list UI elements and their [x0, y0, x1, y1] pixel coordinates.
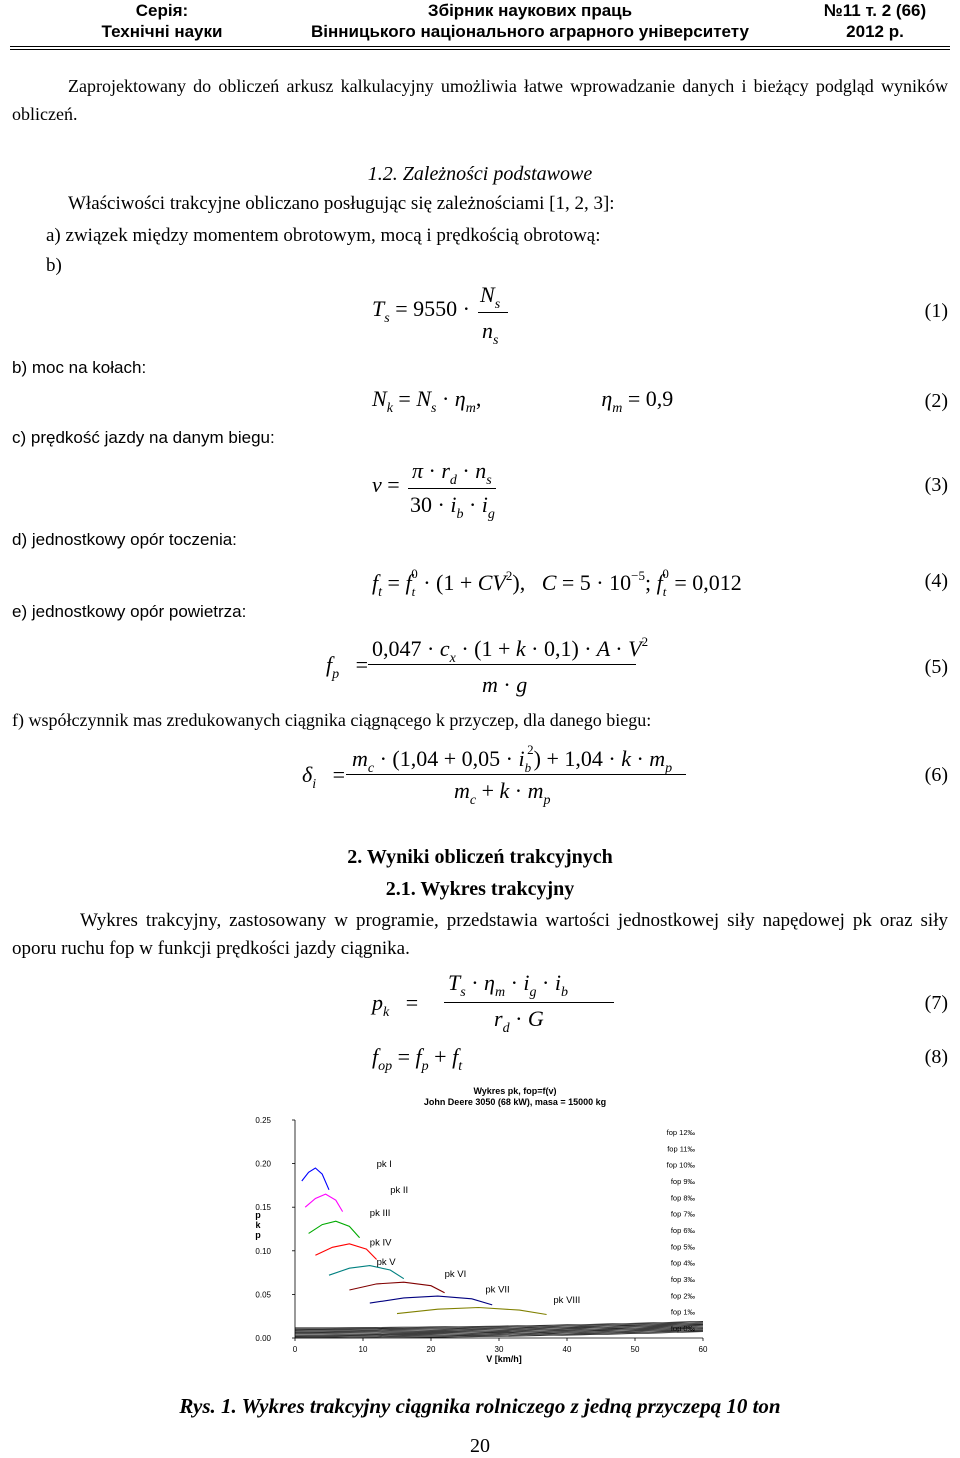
chart-title: Wykres pk, fop=f(v) — [473, 1086, 557, 1096]
fop-series — [295, 1128, 703, 1338]
y-tick-label: 0.05 — [255, 1290, 271, 1300]
fop-label: fop 4‰ — [670, 1258, 695, 1268]
item-f: f) współczynnik mas zredukowanych ciągnika ciągnącego k przyczep, dla danego biegu: — [12, 710, 652, 730]
fop-label: fop 8‰ — [670, 1193, 695, 1203]
equation-number-1: (1) — [924, 300, 948, 322]
fop-label: fop 9‰ — [670, 1177, 695, 1186]
page-number: 20 — [470, 1435, 490, 1457]
issue-number: №11 т. 2 (66) — [823, 1, 927, 20]
pk-label: pk IV — [369, 1237, 392, 1249]
traction-chart — [240, 1080, 720, 1370]
journal-title — [265, 0, 795, 46]
pk-label: pk VII — [485, 1284, 510, 1296]
pk-label: pk V — [376, 1256, 396, 1268]
section-lead: Właściwości trakcyjne obliczano posługując się zależnościami [1, 2, 3]: — [68, 193, 615, 214]
section-2-paragraph: Wykres trakcyjny, zastosowany w programie, przedstawia wartości jednostkowej siły napędowej pk oraz siły oporu ruchu fop w funkcji prędkości jazdy ciągnika. — [12, 910, 948, 959]
equation-4: $f_t = f_t^0 \cdot (1 + CV^2)$, $C = 5 \cdot 10^{-5}$; $f_t^0 = 0,012$ — [372, 566, 742, 600]
item-d: d) jednostkowy opór toczenia: — [12, 530, 237, 549]
journal-title-line1: Збірник наукових праць — [427, 1, 633, 20]
equation-number-5: (5) — [924, 656, 948, 678]
equation-number-2: (2) — [924, 390, 948, 412]
pk-series — [302, 1159, 581, 1314]
chart-xlabel: V [km/h] — [486, 1354, 522, 1364]
header-rule-1 — [10, 46, 950, 47]
y-tick-label: 0.00 — [255, 1334, 271, 1343]
section-subheading-2-1: 2.1. Wykres trakcyjny — [385, 878, 575, 900]
x-tick-label: 0 — [292, 1345, 298, 1354]
intro-paragraph: Zaprojektowany do obliczeń arkusz kalkulacyjny umożliwia łatwe wprowadzanie danych i bieżący podgląd wyników obliczeń. — [12, 76, 948, 124]
journal-series — [62, 0, 262, 46]
chart-ylabel — [255, 1210, 261, 1240]
x-tick-label: 10 — [358, 1345, 368, 1354]
y-tick-label: 0.25 — [255, 1116, 271, 1125]
pk-label: pk III — [369, 1207, 391, 1219]
equation-number-7: (7) — [924, 992, 948, 1014]
fop-label: fop 11‰ — [667, 1144, 695, 1154]
equation-number-6: (6) — [924, 764, 948, 786]
x-tick-label: 30 — [494, 1345, 504, 1354]
fop-label: fop 6‰ — [670, 1226, 695, 1235]
pk-curve — [370, 1296, 492, 1305]
item-a: a) związek między momentem obrotowym, mocą i prędkością obrotową: — [46, 225, 601, 246]
fop-label: fop 7‰ — [670, 1209, 695, 1219]
y-tick-label: 0.15 — [255, 1203, 271, 1213]
figure-caption: Rys. 1. Wykres trakcyjny ciągnika rolniczego z jedną przyczepą 10 ton — [179, 1394, 781, 1418]
equation-number-4: (4) — [924, 570, 948, 592]
item-c: c) prędkość jazdy na danym biegu: — [12, 428, 275, 447]
y-label-letter: k — [255, 1220, 261, 1230]
equation-number-3: (3) — [924, 474, 948, 496]
item-b: b) moc na kołach: — [12, 358, 147, 377]
pk-label: pk VIII — [553, 1295, 581, 1307]
equation-8: $f_{op} = f_p + f_t$ — [372, 1044, 463, 1074]
equation-2: $N_k = N_s \cdot \eta_m$, $\eta_m = 0,9$ — [372, 386, 674, 416]
issue-year: 2012 р. — [846, 22, 904, 41]
y-tick-label: 0.10 — [255, 1246, 271, 1256]
pk-curve — [315, 1244, 376, 1260]
y-label-letter: p — [255, 1210, 261, 1220]
pk-label: pk II — [390, 1185, 409, 1197]
fop-label: fop 0‰ — [670, 1324, 695, 1333]
fop-label: fop 12‰ — [666, 1128, 695, 1137]
fop-label: fop 2‰ — [670, 1291, 695, 1301]
fop-label: fop 5‰ — [670, 1242, 695, 1252]
pk-label: pk VI — [444, 1268, 467, 1280]
x-tick-label: 40 — [562, 1345, 572, 1354]
pk-curve — [305, 1194, 342, 1212]
pk-curve — [309, 1221, 360, 1238]
section-heading-1-2: 1.2. Zależności podstawowe — [367, 163, 593, 185]
journal-title-line2: Вінницького національного аграрного університету — [311, 22, 749, 41]
x-tick-label: 20 — [426, 1345, 436, 1354]
pk-curve — [397, 1308, 547, 1315]
x-tick-label: 60 — [698, 1345, 708, 1354]
header-rule-2 — [10, 49, 950, 50]
pk-curve — [302, 1168, 329, 1190]
pk-label: pk I — [376, 1159, 392, 1171]
series-label: Серія: — [135, 1, 189, 20]
fop-label: fop 3‰ — [670, 1275, 695, 1284]
y-tick-label: 0.20 — [255, 1159, 271, 1169]
section-heading-2: 2. Wyniki obliczeń trakcyjnych — [347, 846, 613, 868]
chart-axes — [255, 1116, 708, 1354]
series-name: Технічні науки — [101, 22, 223, 41]
y-label-letter: p — [255, 1230, 261, 1240]
item-b-empty: b) — [46, 255, 62, 276]
pk-curve — [349, 1282, 444, 1293]
fop-label: fop 1‰ — [670, 1307, 695, 1317]
fop-label: fop 10‰ — [666, 1160, 695, 1170]
item-e: e) jednostkowy opór powietrza: — [12, 602, 247, 621]
x-tick-label: 50 — [630, 1345, 640, 1354]
equation-number-8: (8) — [924, 1046, 948, 1068]
chart-subtitle: John Deere 3050 (68 kW), masa = 15000 kg — [423, 1097, 607, 1107]
journal-issue — [800, 0, 950, 46]
